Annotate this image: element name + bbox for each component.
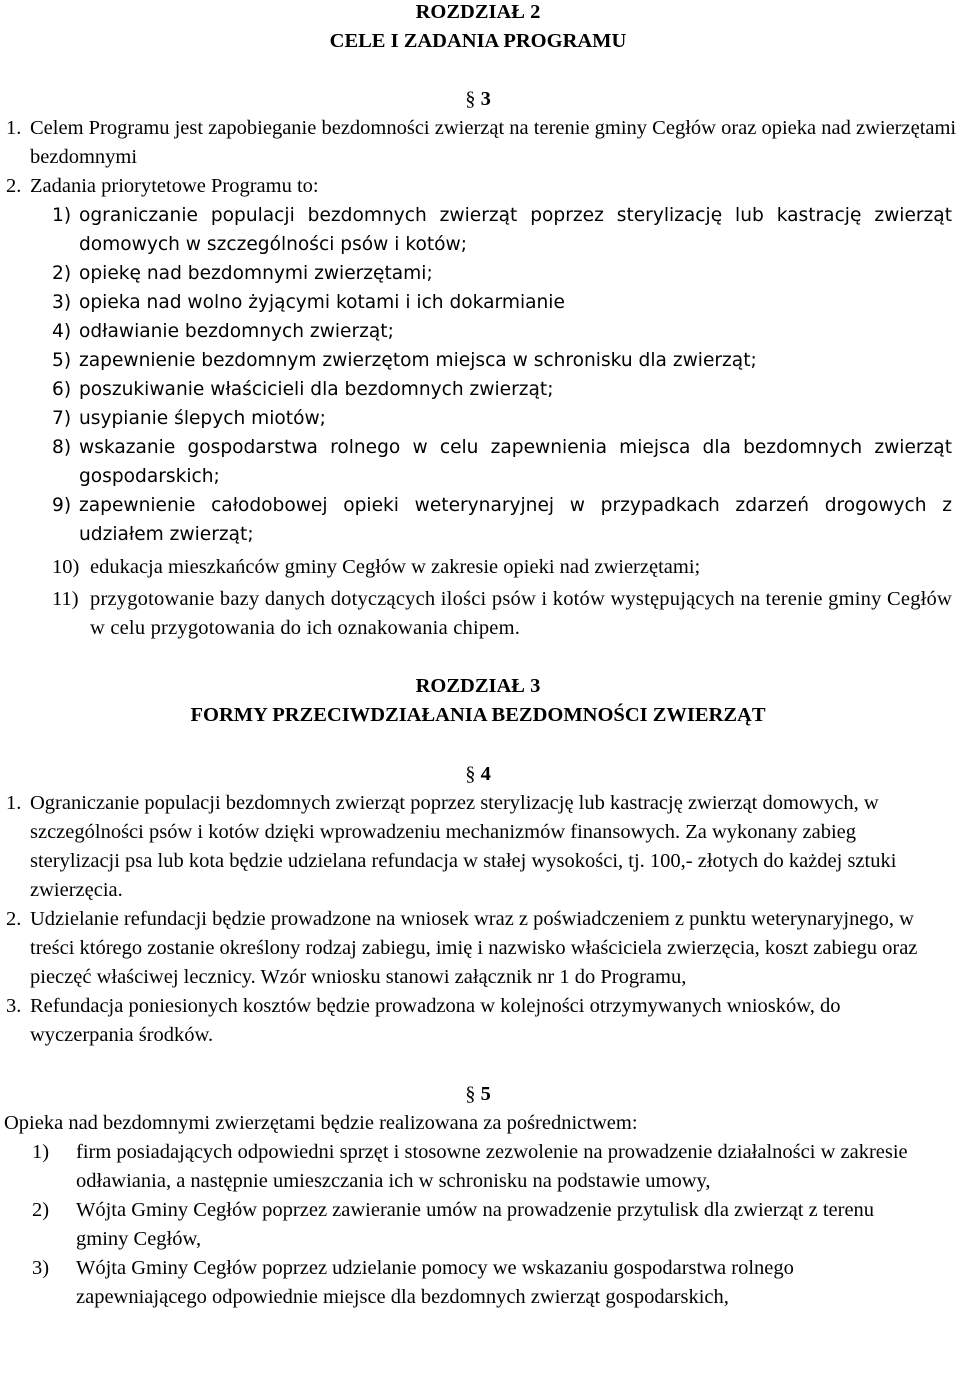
care-item <box>32 1254 916 1312</box>
chapter3-title: FORMY PRZECIWDZIAŁANIA BEZDOMNOŚCI ZWIERZĄT <box>190 704 766 726</box>
task-number: 5) <box>52 350 72 371</box>
section3-number: 3 <box>480 88 491 110</box>
task-number: 11) <box>52 588 79 610</box>
task-item <box>52 375 952 404</box>
section5-symbol: § <box>465 1083 476 1105</box>
care-item <box>32 1138 916 1196</box>
refund-item <box>4 905 950 992</box>
task-text: odławianie bezdomnych zwierząt; <box>79 321 394 342</box>
task-number: 1) <box>52 205 72 226</box>
task-text: opieka nad wolno żyjącymi kotami i ich dokarmianie <box>79 292 565 313</box>
section4-number: 4 <box>480 763 491 785</box>
care-item-text: Wójta Gminy Cegłów poprzez zawieranie umów na prowadzenie przytulisk dla zwierząt z terenu gminy Cegłów, <box>76 1199 875 1250</box>
section5-intro: Opieka nad bezdomnymi zwierzętami będzie realizowana za pośrednictwem: <box>4 1112 638 1134</box>
task-item <box>52 585 952 643</box>
task-text: poszukiwanie właścicieli dla bezdomnych zwierząt; <box>79 379 554 400</box>
task-item <box>52 404 952 433</box>
task-text: przygotowanie bazy danych dotyczących ilości psów i kotów występujących na terenie gminy Cegłów w celu przygotowania do ich oznakowania chipem. <box>90 588 952 639</box>
task-text: opiekę nad bezdomnymi zwierzętami; <box>79 263 433 284</box>
task-item <box>52 201 952 259</box>
task-number: 10) <box>52 556 80 578</box>
care-item-number: 1) <box>32 1141 50 1163</box>
goal-item-2-text: Zadania priorytetowe Programu to: <box>30 175 319 197</box>
chapter2-title: CELE I ZADANIA PROGRAMU <box>329 30 627 52</box>
task-item <box>52 288 952 317</box>
section5-heading <box>4 1080 952 1109</box>
refund-item-number: 1. <box>6 792 22 814</box>
goal-item-2-number: 2. <box>6 175 22 197</box>
task-text: wskazanie gospodarstwa rolnego w celu zapewnienia miejsca dla bezdomnych zwierząt gospodarskich; <box>79 437 952 487</box>
task-number: 7) <box>52 408 72 429</box>
task-text: ograniczanie populacji bezdomnych zwierząt poprzez sterylizację lub kastrację zwierząt domowych w szczególności psów i kotów; <box>79 205 952 255</box>
task-item <box>52 346 952 375</box>
goal-item-1-text: Celem Programu jest zapobieganie bezdomności zwierząt na terenie gminy Cegłów oraz opieka nad zwierzętami bezdomnymi <box>30 117 957 168</box>
task-number: 6) <box>52 379 72 400</box>
section3-heading <box>4 85 952 114</box>
refund-item-text: Refundacja poniesionych kosztów będzie prowadzona w kolejności otrzymywanych wniosków, do wyczerpania środków. <box>30 995 841 1046</box>
care-item-text: Wójta Gminy Cegłów poprzez udzielanie pomocy we wskazaniu gospodarstwa rolnego zapewniającego odpowiednie miejsce dla bezdomnych zwierząt gospodarskich, <box>76 1257 794 1308</box>
goal-item-2 <box>4 172 952 201</box>
chapter3-heading: ROZDZIAŁ 3 <box>415 675 541 697</box>
tasks-list-continued <box>52 553 952 643</box>
care-item-number: 2) <box>32 1199 50 1221</box>
care-item <box>32 1196 916 1254</box>
refund-item-number: 3. <box>6 995 22 1017</box>
task-text: usypianie ślepych miotów; <box>79 408 326 429</box>
task-text: zapewnienie całodobowej opieki weterynaryjnej w przypadkach zdarzeń drogowych z udziałem zwierząt; <box>79 495 952 545</box>
task-number: 9) <box>52 495 72 516</box>
section5-list <box>32 1138 952 1312</box>
task-item <box>52 433 952 491</box>
section5-number: 5 <box>480 1083 491 1105</box>
task-item <box>52 317 952 346</box>
goal-item-1-number: 1. <box>6 117 22 139</box>
task-text: edukacja mieszkańców gminy Cegłów w zakresie opieki nad zwierzętami; <box>90 556 701 578</box>
section4-list <box>4 789 952 1050</box>
task-number: 4) <box>52 321 72 342</box>
task-item <box>52 553 952 582</box>
refund-item-number: 2. <box>6 908 22 930</box>
refund-item <box>4 789 950 905</box>
task-number: 2) <box>52 263 72 284</box>
refund-item-text: Udzielanie refundacji będzie prowadzone na wniosek wraz z poświadczeniem z punktu weterynaryjnego, w treści którego zostanie określony rodzaj zabiegu, imię i nazwisko właściciela zwierzęcia, koszt zabiegu oraz pieczęć właściwej lecznicy. Wzór wniosku stanowi załącznik nr 1 do Programu, <box>30 908 918 988</box>
section3-symbol: § <box>465 88 476 110</box>
refund-item <box>4 992 910 1050</box>
section4-symbol: § <box>465 763 476 785</box>
care-item-number: 3) <box>32 1257 50 1279</box>
task-item <box>52 491 952 549</box>
tasks-list <box>52 201 952 549</box>
section4-heading <box>4 760 952 789</box>
refund-item-text: Ograniczanie populacji bezdomnych zwierząt poprzez sterylizację lub kastrację zwierząt domowych, w szczególności psów i kotów dzięki wprowadzeniu mechanizmów finansowych. Za wykonany zabieg sterylizacji psa lub kota będzie udzielana refundacja w stałej wysokości, tj. 100,- złotych do każdej sztuki zwierzęcia. <box>30 792 897 901</box>
goal-item-1 <box>4 114 960 172</box>
task-number: 3) <box>52 292 72 313</box>
task-text: zapewnienie bezdomnym zwierzętom miejsca w schronisku dla zwierząt; <box>79 350 757 371</box>
task-number: 8) <box>52 437 72 458</box>
care-item-text: firm posiadających odpowiedni sprzęt i stosowne zezwolenie na prowadzenie działalności w zakresie odławiania, a następnie umieszczania ich w schronisku na podstawie umowy, <box>76 1141 908 1192</box>
task-item <box>52 259 952 288</box>
chapter2-heading: ROZDZIAŁ 2 <box>415 1 541 23</box>
